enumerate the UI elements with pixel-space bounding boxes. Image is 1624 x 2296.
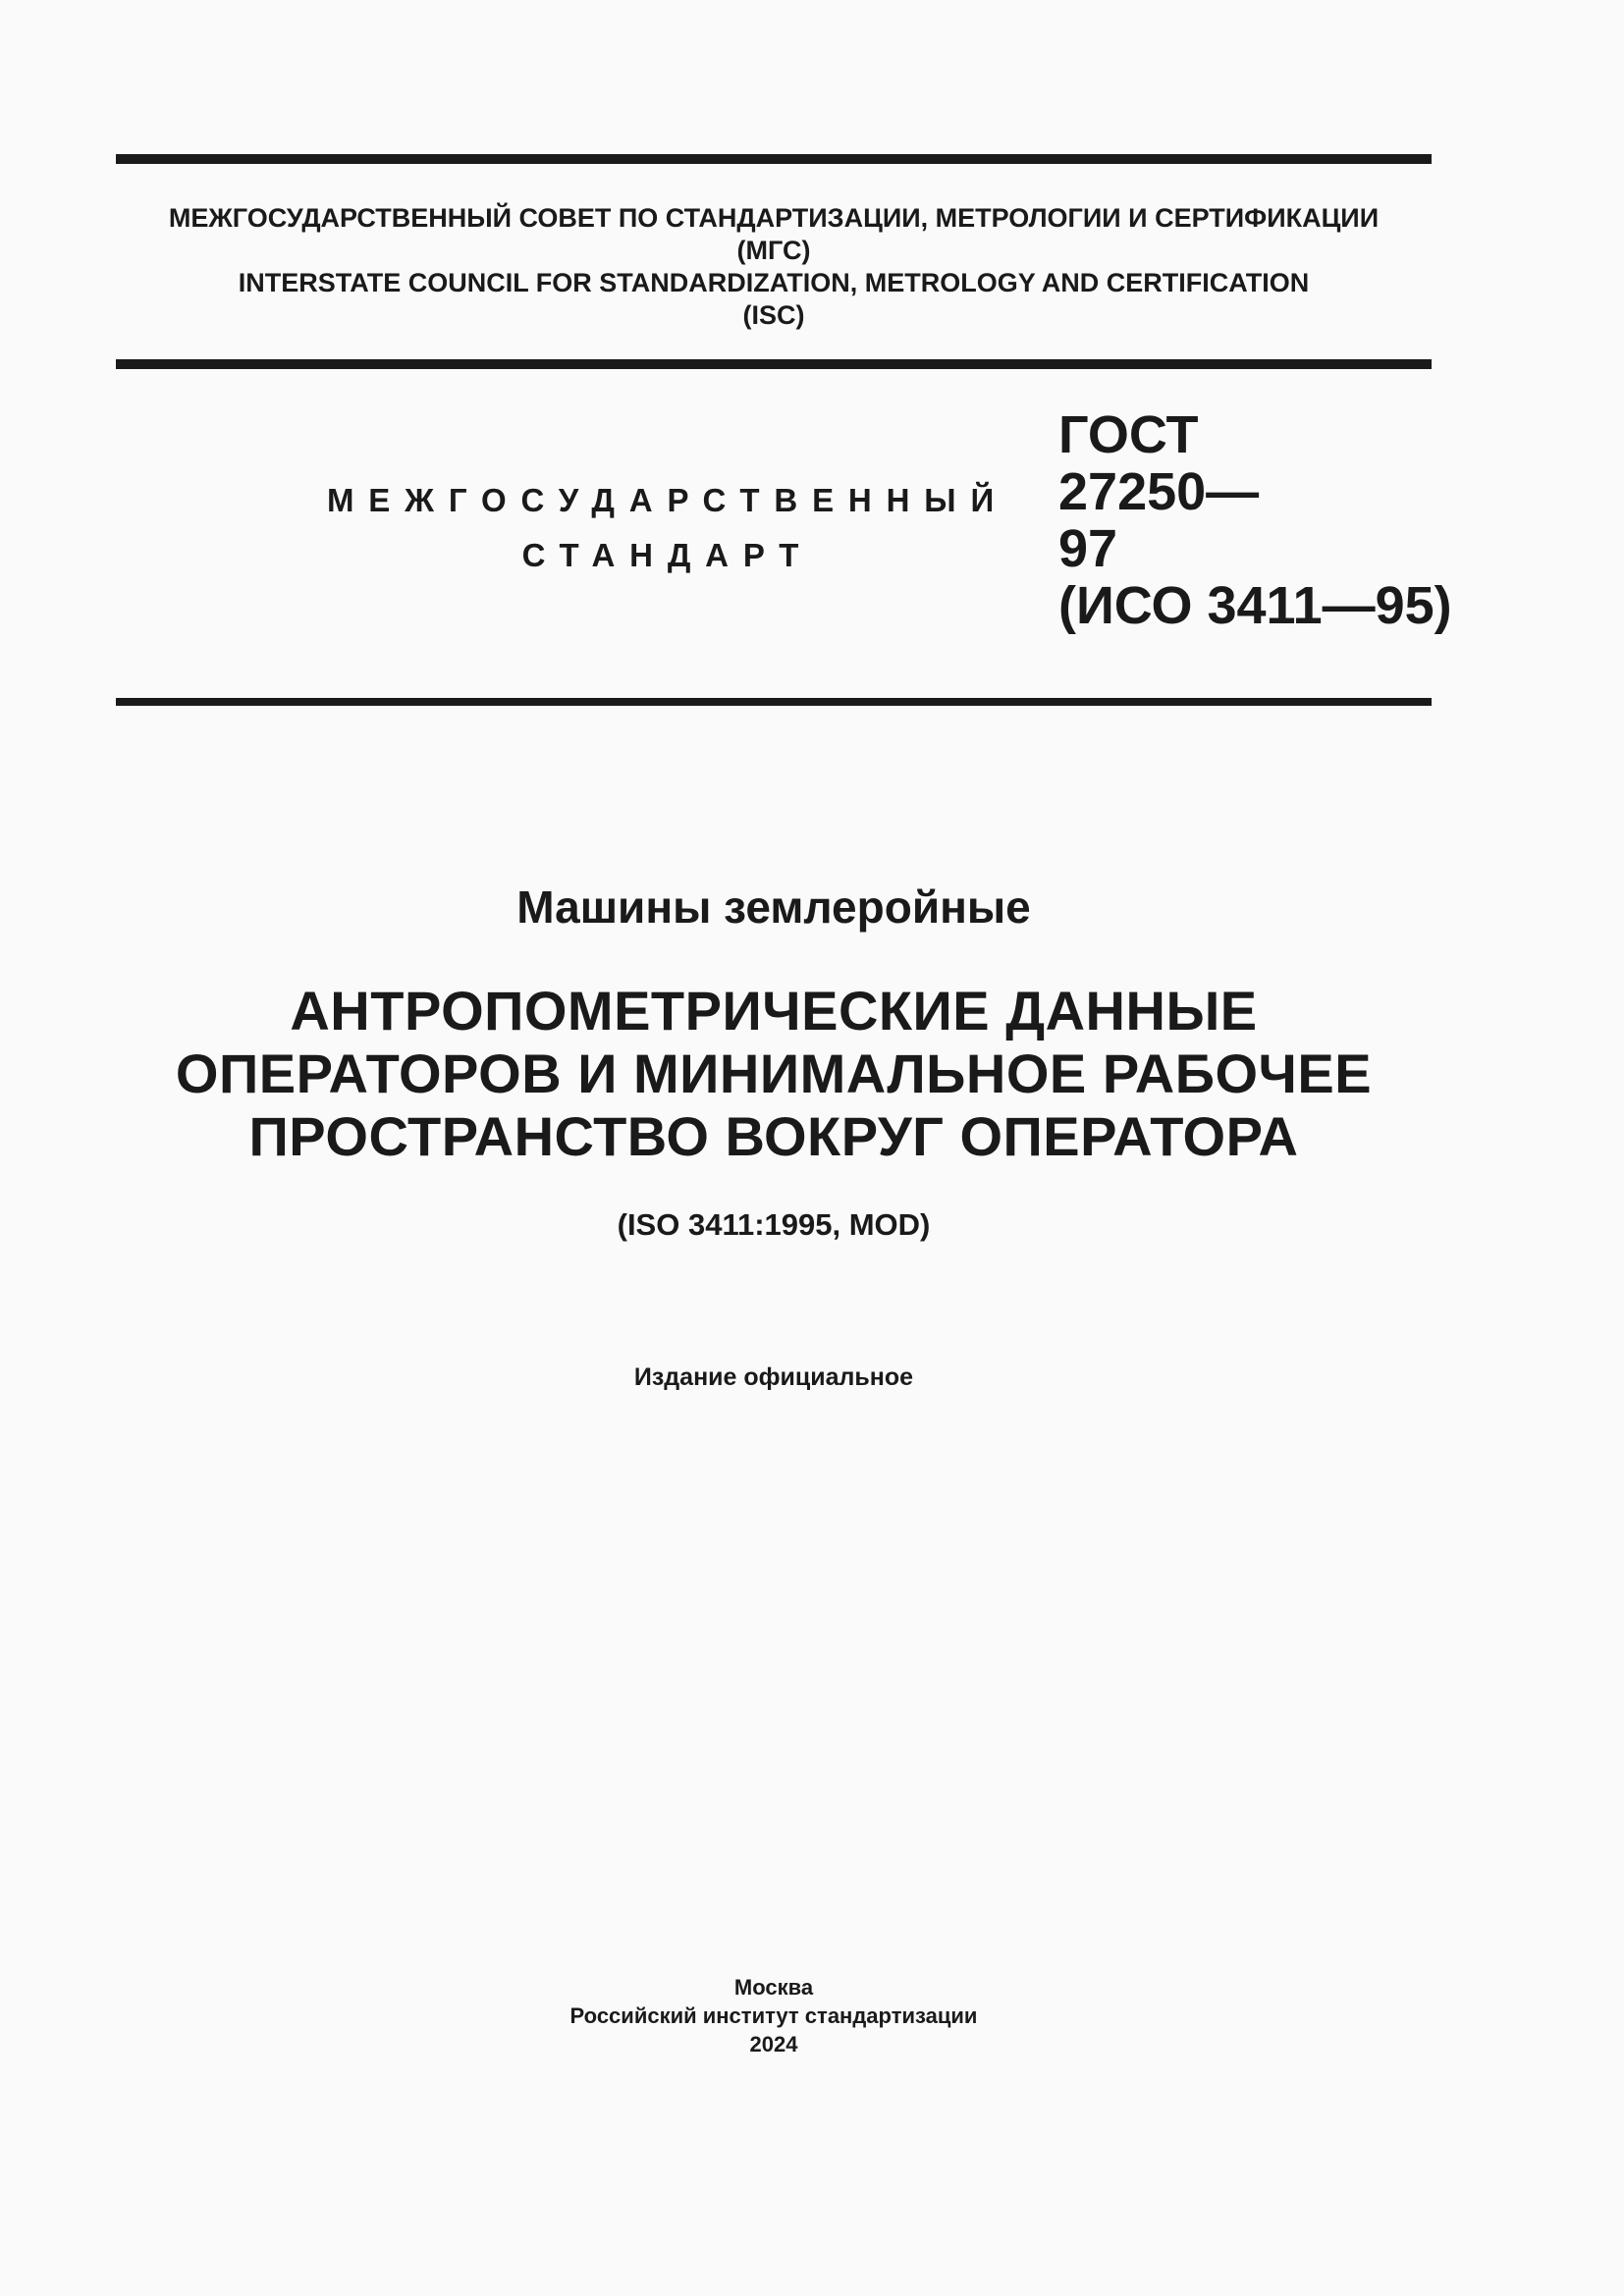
title-line2: ОПЕРАТОРОВ И МИНИМАЛЬНОЕ РАБОЧЕЕ bbox=[175, 1042, 1373, 1104]
title-line3: ПРОСТРАНСТВО ВОКРУГ ОПЕРАТОРА bbox=[248, 1105, 1299, 1167]
title-line1: АНТРОПОМЕТРИЧЕСКИЕ ДАННЫЕ bbox=[290, 980, 1258, 1041]
council-header bbox=[116, 202, 1432, 332]
document-subject: Машины землеройные bbox=[516, 881, 1031, 933]
standard-type-label bbox=[324, 473, 1011, 583]
header-rule bbox=[116, 359, 1432, 369]
publisher-institute: Российский институт стандартизации bbox=[569, 2003, 978, 2028]
council-name-en: INTERSTATE COUNCIL FOR STANDARDIZATION, METROLOGY AND CERTIFICATION bbox=[238, 268, 1310, 297]
gost-line1: ГОСТ bbox=[1058, 405, 1199, 464]
gost-line4: (ИСО 3411—95) bbox=[1058, 576, 1452, 635]
publisher-block bbox=[116, 1973, 1432, 2058]
council-abbr-en: (ISC) bbox=[742, 300, 805, 330]
designation-rule bbox=[116, 698, 1432, 706]
gost-line3: 97 bbox=[1058, 519, 1118, 578]
gost-line2: 27250— bbox=[1058, 462, 1260, 521]
council-name-ru: МЕЖГОСУДАРСТВЕННЫЙ СОВЕТ ПО СТАНДАРТИЗАЦИИ, МЕТРОЛОГИИ И СЕРТИФИКАЦИИ bbox=[168, 203, 1380, 233]
top-rule bbox=[116, 154, 1432, 164]
standard-type-line1: МЕЖГОСУДАРСТВЕННЫЙ bbox=[326, 482, 1009, 518]
standard-designation bbox=[1058, 406, 1452, 634]
document-title bbox=[116, 980, 1432, 1168]
publisher-year: 2024 bbox=[749, 2032, 798, 2056]
iso-reference: (ISO 3411:1995, MOD) bbox=[617, 1207, 931, 1242]
standard-type-line2: СТАНДАРТ bbox=[521, 537, 814, 573]
publisher-city: Москва bbox=[733, 1975, 814, 2000]
council-abbr-ru: (МГС) bbox=[736, 236, 811, 265]
edition-label: Издание официальное bbox=[633, 1363, 914, 1391]
